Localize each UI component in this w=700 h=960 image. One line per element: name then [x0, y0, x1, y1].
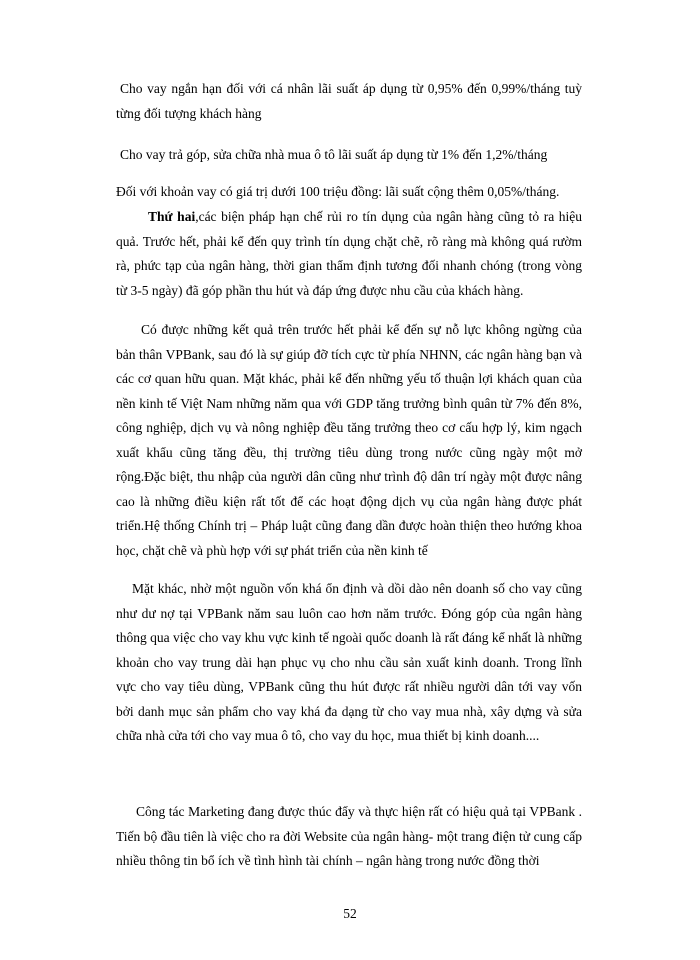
paragraph-heading-bold: Thứ hai [148, 209, 196, 224]
paragraph-marketing: Công tác Marketing đang được thúc đẩy và thực hiện rất có hiệu quả tại VPBank . Tiến bộ đầu tiên là việc cho ra đời Website của ngân hàng- một trang điện tử cung cấp nhiều thông tin bổ ích về tình hình tài chính – ngân hàng trong nước đồng thời [116, 804, 582, 868]
paragraph-text: ,các biện pháp hạn chế rủi ro tín dụng của ngân hàng cũng tỏ ra hiệu quả. Trước hết, phải kể đến quy trình tín dụng chặt chẽ, rõ ràng mà không quá rườm rà, phức tạp của ngân hàng, thời gian thẩm định tương đối nhanh chóng (trong vòng từ 3-5 ngày) đã góp phần thu hút và đáp ứng được nhu cầu của khách hàng. [116, 209, 583, 298]
paragraph-funding: Mặt khác, nhờ một nguồn vốn khá ổn định và dồi dào nên doanh số cho vay cũng như dư nợ tại VPBank năm sau luôn cao hơn năm trước. Đóng góp của ngân hàng thông qua việc cho vay khu vực kinh tế ngoài quốc doanh là rất đáng kể nhất là những khoản cho vay trung dài hạn phục vụ cho nhu cầu sản xuất kinh doanh. Trong lĩnh vực cho vay tiêu dùng, VPBank cũng thu hút được rất nhiều người dân tới vay vốn bởi danh mục sản phẩm cho vay khá đa dạng từ cho vay mua nhà, xây dựng và sửa chữa nhà cửa tới cho vay mua ô tô, cho vay du học, mua thiết bị kinh doanh.... [116, 581, 583, 743]
page-number: 52 [343, 906, 357, 921]
paragraph-text: Cho vay ngắn hạn đối với cá nhân lãi suất áp dụng từ 0,95% đến 0,99%/tháng tuỳ từng đối tượng khách hàng [116, 81, 582, 121]
paragraph-second-point [116, 205, 582, 303]
paragraph-small-loans: Đối với khoản vay có giá trị dưới 100 triệu đồng: lãi suất cộng thêm 0,05%/tháng. [116, 184, 560, 199]
paragraph-achievements: Có được những kết quả trên trước hết phải kể đến sự nỗ lực không ngừng của bản thân VPBank, sau đó là sự giúp đỡ tích cực từ phía NHNN, các ngân hàng bạn và các cơ quan hữu quan. Mặt khác, phải kể đến những yếu tố thuận lợi khách quan của nền kinh tế Việt Nam những năm qua với GDP tăng trưởng bình quân từ 7% đến 8%, công nghiệp, dịch vụ và nông nghiệp đều tăng trưởng theo cơ cấu hợp lý, kim ngạch xuất khẩu cũng tăng đều, thị trường tiêu dùng trong nước cũng ngày một mở rộng.Đặc biệt, thu nhập của người dân cũng như trình độ dân trí ngày một được nâng cao là những điều kiện rất tốt để các hoạt động dịch vụ của ngân hàng được phát triển.Hệ thống Chính trị – Pháp luật cũng đang dần được hoàn thiện theo hướng khoa học, chặt chẽ và phù hợp với sự phát triển của nền kinh tế [116, 322, 582, 558]
paragraph-text: Cho vay trả góp, sửa chữa nhà mua ô tô lãi suất áp dụng từ 1% đến 1,2%/tháng [120, 147, 548, 162]
paragraph-short-term-loans [116, 77, 582, 126]
paragraph-installment-loans [116, 143, 582, 168]
